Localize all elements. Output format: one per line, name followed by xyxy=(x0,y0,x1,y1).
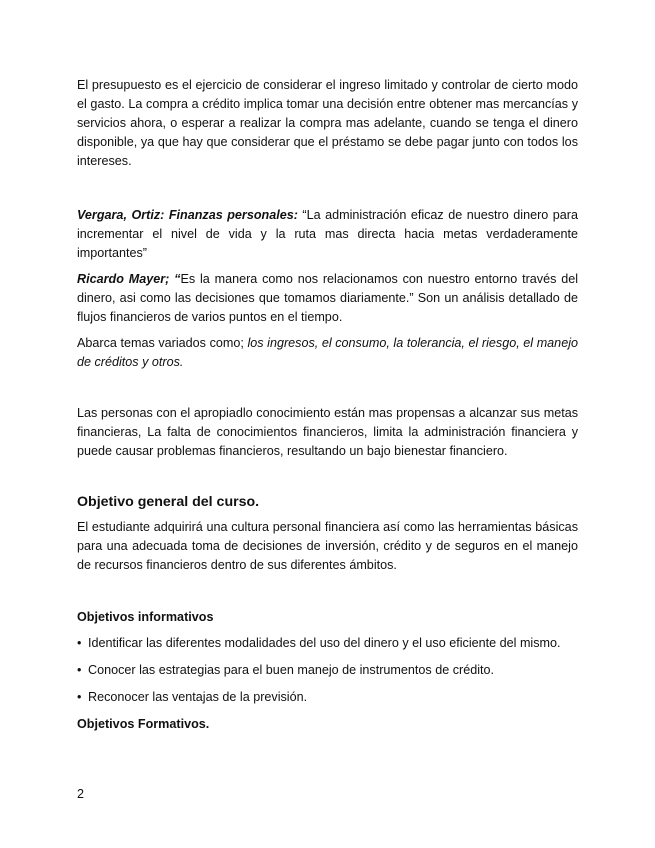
list-item xyxy=(77,688,578,707)
objective-paragraph: El estudiante adquirirá una cultura personal financiera así como las herramientas básicas para una adecuada toma de decisiones de inversión, crédito y de seguros en el manejo de recursos financieros dentro de sus diferentes ámbitos. xyxy=(77,520,578,572)
page-number: 2 xyxy=(77,787,85,801)
bullet-icon: • xyxy=(77,663,82,677)
formativos-heading: Objetivos Formativos. xyxy=(77,717,210,731)
quote-vergara-text: “La administración eficaz de nuestro dinero para incrementar el nivel de vida y la ruta mas directa hacia metas verdaderamente importantes” xyxy=(77,208,578,260)
quote-mayer xyxy=(77,270,578,327)
abarca-lead: Abarca temas variados como; xyxy=(77,336,248,350)
document-page xyxy=(77,76,578,734)
list-item xyxy=(77,661,578,680)
bullet-icon: • xyxy=(77,636,82,650)
knowledge-paragraph: Las personas con el apropiadlo conocimiento están mas propensas a alcanzar sus metas financieras, La falta de conocimientos financieros, limita la administración financiera y puede causar problemas financieros, resultando un bajo bienestar financiero. xyxy=(77,406,578,458)
quote-vergara xyxy=(77,206,578,263)
informativos-heading: Objetivos informativos xyxy=(77,610,214,624)
quote-mayer-text: Es la manera como nos relacionamos con nuestro entorno través del dinero, asi como las decisiones que tomamos diariamente.” Son un análisis detallado de flujos financieros de varios puntos en el tiempo. xyxy=(77,272,579,324)
abarca-topics: los ingresos, el consumo, la tolerancia, el riesgo, el manejo de créditos y otros. xyxy=(77,336,578,369)
list-item-text: Identificar las diferentes modalidades del uso del dinero y el uso eficiente del mismo. xyxy=(88,636,561,650)
list-item xyxy=(77,634,578,653)
list-item-text: Conocer las estrategias para el buen manejo de instrumentos de crédito. xyxy=(88,663,495,677)
list-item-text: Reconocer las ventajas de la previsión. xyxy=(88,690,308,704)
quote-mayer-author: Ricardo Mayer; “ xyxy=(77,272,181,286)
abarca-paragraph xyxy=(77,334,578,372)
quote-vergara-author: Vergara, Ortiz: Finanzas personales: xyxy=(77,208,298,222)
objective-heading: Objetivo general del curso. xyxy=(77,494,260,510)
intro-paragraph: El presupuesto es el ejercicio de considerar el ingreso limitado y controlar de cierto modo el gasto. La compra a crédito implica tomar una decisión entre obtener mas mercancías y servicios ahora, o esperar a realizar la compra mas adelante, cuando se tenga el dinero disponible, ya que hay que considerar que el préstamo se debe pagar junto con todos los intereses. xyxy=(77,78,578,168)
bullet-icon: • xyxy=(77,690,82,704)
